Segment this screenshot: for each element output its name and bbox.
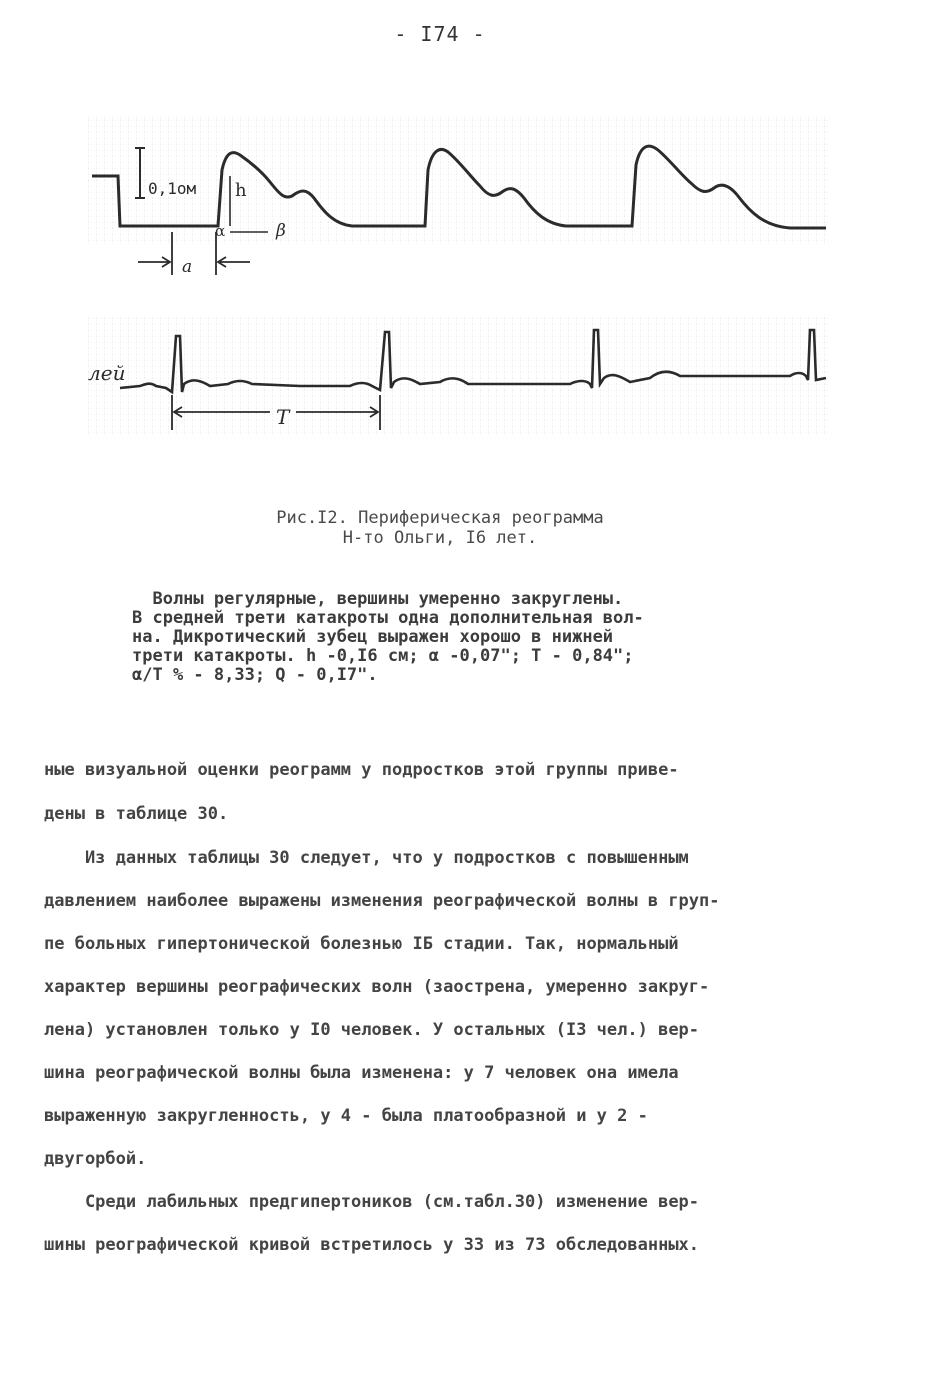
note-line: В средней трети катакроты одна дополнительная вол- — [132, 608, 644, 628]
beta-label: β — [276, 221, 286, 241]
note-line: трети катакроты. h -0,I6 см; α -0,07"; T - 0,84"; — [132, 646, 634, 666]
body-line: дены в таблице 30. — [44, 804, 229, 824]
a-label: а — [182, 257, 193, 277]
body-line: шина реографической волны была изменена: у 7 человек она имела — [44, 1063, 679, 1083]
figure-caption — [130, 508, 750, 548]
caption-line-2: Н-то Ольги, I6 лет. — [342, 528, 538, 548]
body-line: ные визуальной оценки реограмм у подростков этой группы приве- — [44, 760, 679, 780]
lead-label: лей — [88, 361, 126, 385]
body-line: выраженную закругленность, у 4 - была платообразной и у 2 - — [44, 1106, 648, 1126]
rheogram-figure — [0, 0, 929, 470]
body-line: характер вершины реографических волн (заострена, умеренно закруг- — [44, 977, 710, 997]
note-line: α/T % - 8,33; Q - 0,I7". — [132, 665, 378, 685]
body-line: шины реографической кривой встретилось у 33 из 73 обследованных. — [44, 1235, 700, 1255]
page-number: - I74 - — [394, 22, 486, 46]
scale-label: 0,1ом — [148, 179, 197, 198]
body-line: пе больных гипертонической болезнью IБ стадии. Так, нормальный — [44, 934, 679, 954]
t-label: T — [276, 405, 290, 429]
h-label: h — [235, 180, 247, 201]
caption-line-1: Рис.I2. Периферическая реограмма — [276, 508, 604, 528]
note-line: на. Дикротический зубец выражен хорошо в нижней — [132, 627, 614, 647]
body-line: Из данных таблицы 30 следует, что у подростков с повышенным — [44, 848, 689, 868]
alpha-label: α — [215, 222, 226, 240]
body-line: давлением наиболее выражены изменения реографической волны в груп- — [44, 891, 720, 911]
body-line: лена) установлен только у I0 человек. У остальных (I3 чел.) вер- — [44, 1020, 700, 1040]
note-line: Волны регулярные, вершины умеренно закруглены. — [132, 589, 624, 609]
body-line: двугорбой. — [44, 1149, 147, 1169]
body-line: Среди лабильных предгипертоников (см.табл.30) изменение вер- — [44, 1192, 700, 1212]
figure-note — [132, 590, 792, 685]
